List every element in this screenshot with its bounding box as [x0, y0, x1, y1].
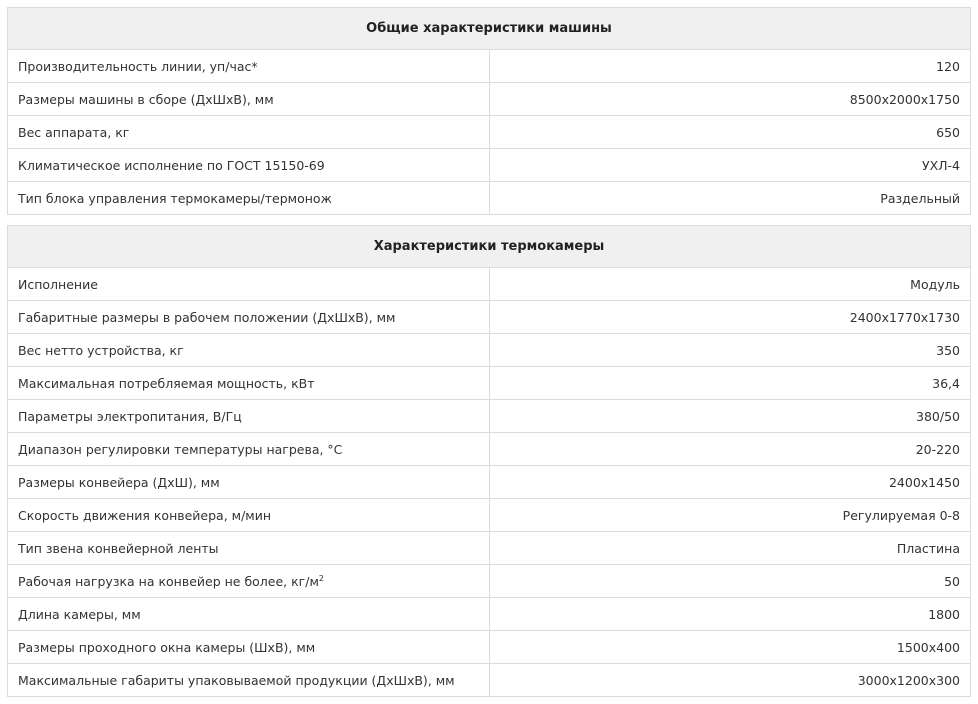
spec-label-cell [8, 565, 490, 598]
table-row [8, 664, 971, 697]
spec-value: 120 [489, 50, 971, 83]
table-row [8, 466, 971, 499]
spec-label: Скорость движения конвейера, м/мин [8, 499, 490, 532]
spec-value: Регулируемая 0-8 [489, 499, 971, 532]
spec-label: Габаритные размеры в рабочем положении (ДхШхВ), мм [8, 301, 490, 334]
table-row [8, 334, 971, 367]
spec-value: 2400x1450 [489, 466, 971, 499]
spec-label: Размеры машины в сборе (ДхШхВ), мм [8, 83, 490, 116]
table-row [8, 631, 971, 664]
table-row [8, 433, 971, 466]
spec-label: Размеры конвейера (ДхШ), мм [8, 466, 490, 499]
table-header-row [8, 8, 971, 50]
table-row [8, 532, 971, 565]
spec-label: Климатическое исполнение по ГОСТ 15150-69 [8, 149, 490, 182]
chamber-specs-table [7, 225, 971, 697]
spec-value: 50 [489, 565, 971, 598]
spec-label: Вес аппарата, кг [8, 116, 490, 149]
spec-label: Параметры электропитания, В/Гц [8, 400, 490, 433]
spec-value: 20-220 [489, 433, 971, 466]
table-row [8, 50, 971, 83]
spec-value: 3000x1200x300 [489, 664, 971, 697]
general-specs-title: Общие характеристики машины [8, 8, 971, 50]
table-row [8, 598, 971, 631]
spec-label: Максимальные габариты упаковываемой продукции (ДхШхВ), мм [8, 664, 490, 697]
table-row [8, 499, 971, 532]
spec-label: Производительность линии, уп/час* [8, 50, 490, 83]
table-row [8, 268, 971, 301]
spec-value: 380/50 [489, 400, 971, 433]
spec-value: 1800 [489, 598, 971, 631]
spec-label: Диапазон регулировки температуры нагрева, °C [8, 433, 490, 466]
spec-label: Тип звена конвейерной ленты [8, 532, 490, 565]
general-specs-table [7, 7, 971, 215]
table-row [8, 565, 971, 598]
unit-superscript: 2 [318, 573, 324, 583]
spec-value: 2400x1770x1730 [489, 301, 971, 334]
spec-value: 1500x400 [489, 631, 971, 664]
spec-value: 650 [489, 116, 971, 149]
spec-label: Тип блока управления термокамеры/термонож [8, 182, 490, 215]
chamber-specs-title: Характеристики термокамеры [8, 226, 971, 268]
spec-label: Длина камеры, мм [8, 598, 490, 631]
table-row [8, 182, 971, 215]
spec-value: УХЛ-4 [489, 149, 971, 182]
table-row [8, 301, 971, 334]
spec-value: 8500x2000x1750 [489, 83, 971, 116]
table-row [8, 149, 971, 182]
spec-value: Раздельный [489, 182, 971, 215]
table-row [8, 116, 971, 149]
table-row [8, 400, 971, 433]
spec-label: Максимальная потребляемая мощность, кВт [8, 367, 490, 400]
spec-value: Пластина [489, 532, 971, 565]
spec-value: 36,4 [489, 367, 971, 400]
spec-value: Модуль [489, 268, 971, 301]
spec-label: Размеры проходного окна камеры (ШхВ), мм [8, 631, 490, 664]
spec-label: Рабочая нагрузка на конвейер не более, кг/м [18, 573, 319, 589]
table-row [8, 83, 971, 116]
spec-label: Исполнение [8, 268, 490, 301]
table-header-row [8, 226, 971, 268]
spec-label: Вес нетто устройства, кг [8, 334, 490, 367]
spec-value: 350 [489, 334, 971, 367]
table-row [8, 367, 971, 400]
